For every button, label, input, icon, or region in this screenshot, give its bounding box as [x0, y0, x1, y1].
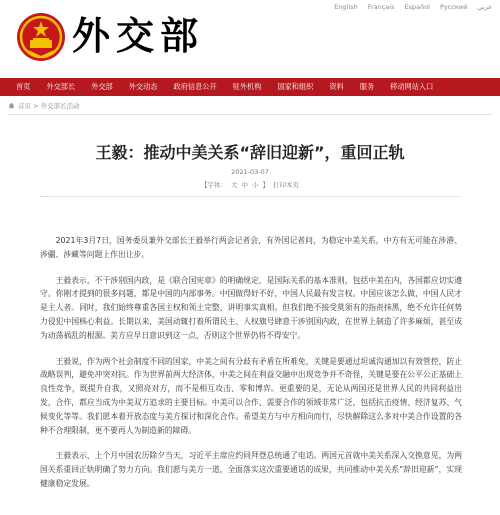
article-paragraph: 2021年3月7日，国务委员兼外交部长王毅举行两会记者会，有外国记者问，为稳定中美关系，中方有无可能在涉港、涉疆、涉藏等问题上作出让步。: [40, 236, 462, 259]
home-icon: [8, 102, 15, 109]
article-paragraph: 王毅表示，不干涉别国内政，是《联合国宪章》的明确规定，是国际关系的基本准则，包括中美在内，各国都应切实遵守。你刚才提到的很多问题，都是中国的内部事务。中国做得好不好，中国人民最有发言权。中国应该怎么做，中国人民才是主人者。同时，我们始终尊重各国主权和领土完整，讲明事实真相。但我们绝不接受莫须有的指责抹黑，绝不允许任何势力侵犯中国核心利益。长期以来，美国动辄打着所谓民主、人权旗号肆意干涉别国内政，在世界上制造了许多麻烦，甚至成为动荡祸乱的根源。美方应早日意识到这一点，否则这个世界仍将不得安宁。: [40, 275, 462, 340]
article-body: [40, 234, 462, 503]
lang-french[interactable]: Français: [367, 3, 395, 11]
title-separator: [40, 196, 460, 197]
nav-item-home[interactable]: 首页: [16, 82, 31, 91]
breadcrumb: [8, 101, 80, 110]
nav-item-resources[interactable]: 资料: [329, 82, 344, 91]
lang-russian[interactable]: Русский: [440, 3, 468, 11]
header-divider: [8, 114, 492, 115]
site-brand-logo[interactable]: 外交部: [72, 13, 205, 58]
article-paragraph: 王毅说，作为两个社会制度不同的国家，中美之间有分歧有矛盾在所难免，关键是要通过坦诚沟通加以有效管控，防止战略误判，避免冲突对抗。作为世界前两大经济体，中美之间在利益交融中出现竞争并不奇怪，关键是要在公平公正基础上良性竞争，既提升自我，又照亮对方，而不是相互攻击、零和博弈。更重要的是，无论从两国还是世界人民的共同利益出发，合作，都应当成为中美双方追求的主要目标。中美可以合作、需要合作的领域非常广泛，包括抗击疫情、经济复苏、气候变化等等。我们愿本着开放态度与美方探讨和深化合作。希望美方与中方相向而行，尽快解除这么多对中美合作设置的各种不合理限制，更不要再人为制造新的障碍。: [40, 356, 462, 435]
language-switcher: [334, 0, 492, 14]
national-emblem-icon[interactable]: [16, 12, 66, 62]
nav-item-minister[interactable]: 外交部长: [46, 82, 76, 91]
breadcrumb-trail[interactable]: 首页 > 外交部长活动: [18, 102, 80, 110]
nav-item-missions[interactable]: 驻外机构: [232, 82, 262, 91]
nav-item-countries[interactable]: 国家和组织: [277, 82, 314, 91]
nav-item-services[interactable]: 服务: [359, 82, 375, 91]
site-header: [0, 0, 500, 78]
article-tools: [0, 180, 500, 189]
lang-english[interactable]: English: [334, 3, 358, 11]
nav-item-news[interactable]: 外交动态: [128, 82, 158, 91]
nav-item-mobile[interactable]: 移动网站入口: [390, 82, 434, 91]
nav-item-ministry[interactable]: 外交部: [91, 82, 113, 91]
article-date: 2021-03-07: [231, 168, 269, 176]
main-nav: [0, 78, 500, 96]
font-large-button[interactable]: 大: [231, 181, 238, 189]
nav-item-gov-info[interactable]: 政府信息公开: [173, 82, 217, 91]
font-medium-button[interactable]: 中: [241, 181, 248, 189]
font-size-close: 】: [262, 181, 269, 189]
print-button[interactable]: 打印本页: [273, 181, 299, 189]
lang-arabic[interactable]: عربي: [477, 3, 492, 11]
article-paragraph: 王毅表示，上个月中国农历除夕当天，习近平主席应约同拜登总统通了电话。两国元首就中美关系深入交换意见，为两国关系重回正轨明确了努力方向。我们愿与美方一道，全面落实这次重要通话的成果，共同推动中美关系“辞旧迎新”，实现健康稳定发展。: [40, 451, 462, 488]
font-small-button[interactable]: 小: [252, 181, 259, 189]
lang-spanish[interactable]: Español: [404, 3, 430, 11]
article-title: 王毅：推动中美关系“辞旧迎新”，重回正轨: [95, 143, 405, 162]
font-size-label: 【字体：: [201, 181, 227, 189]
